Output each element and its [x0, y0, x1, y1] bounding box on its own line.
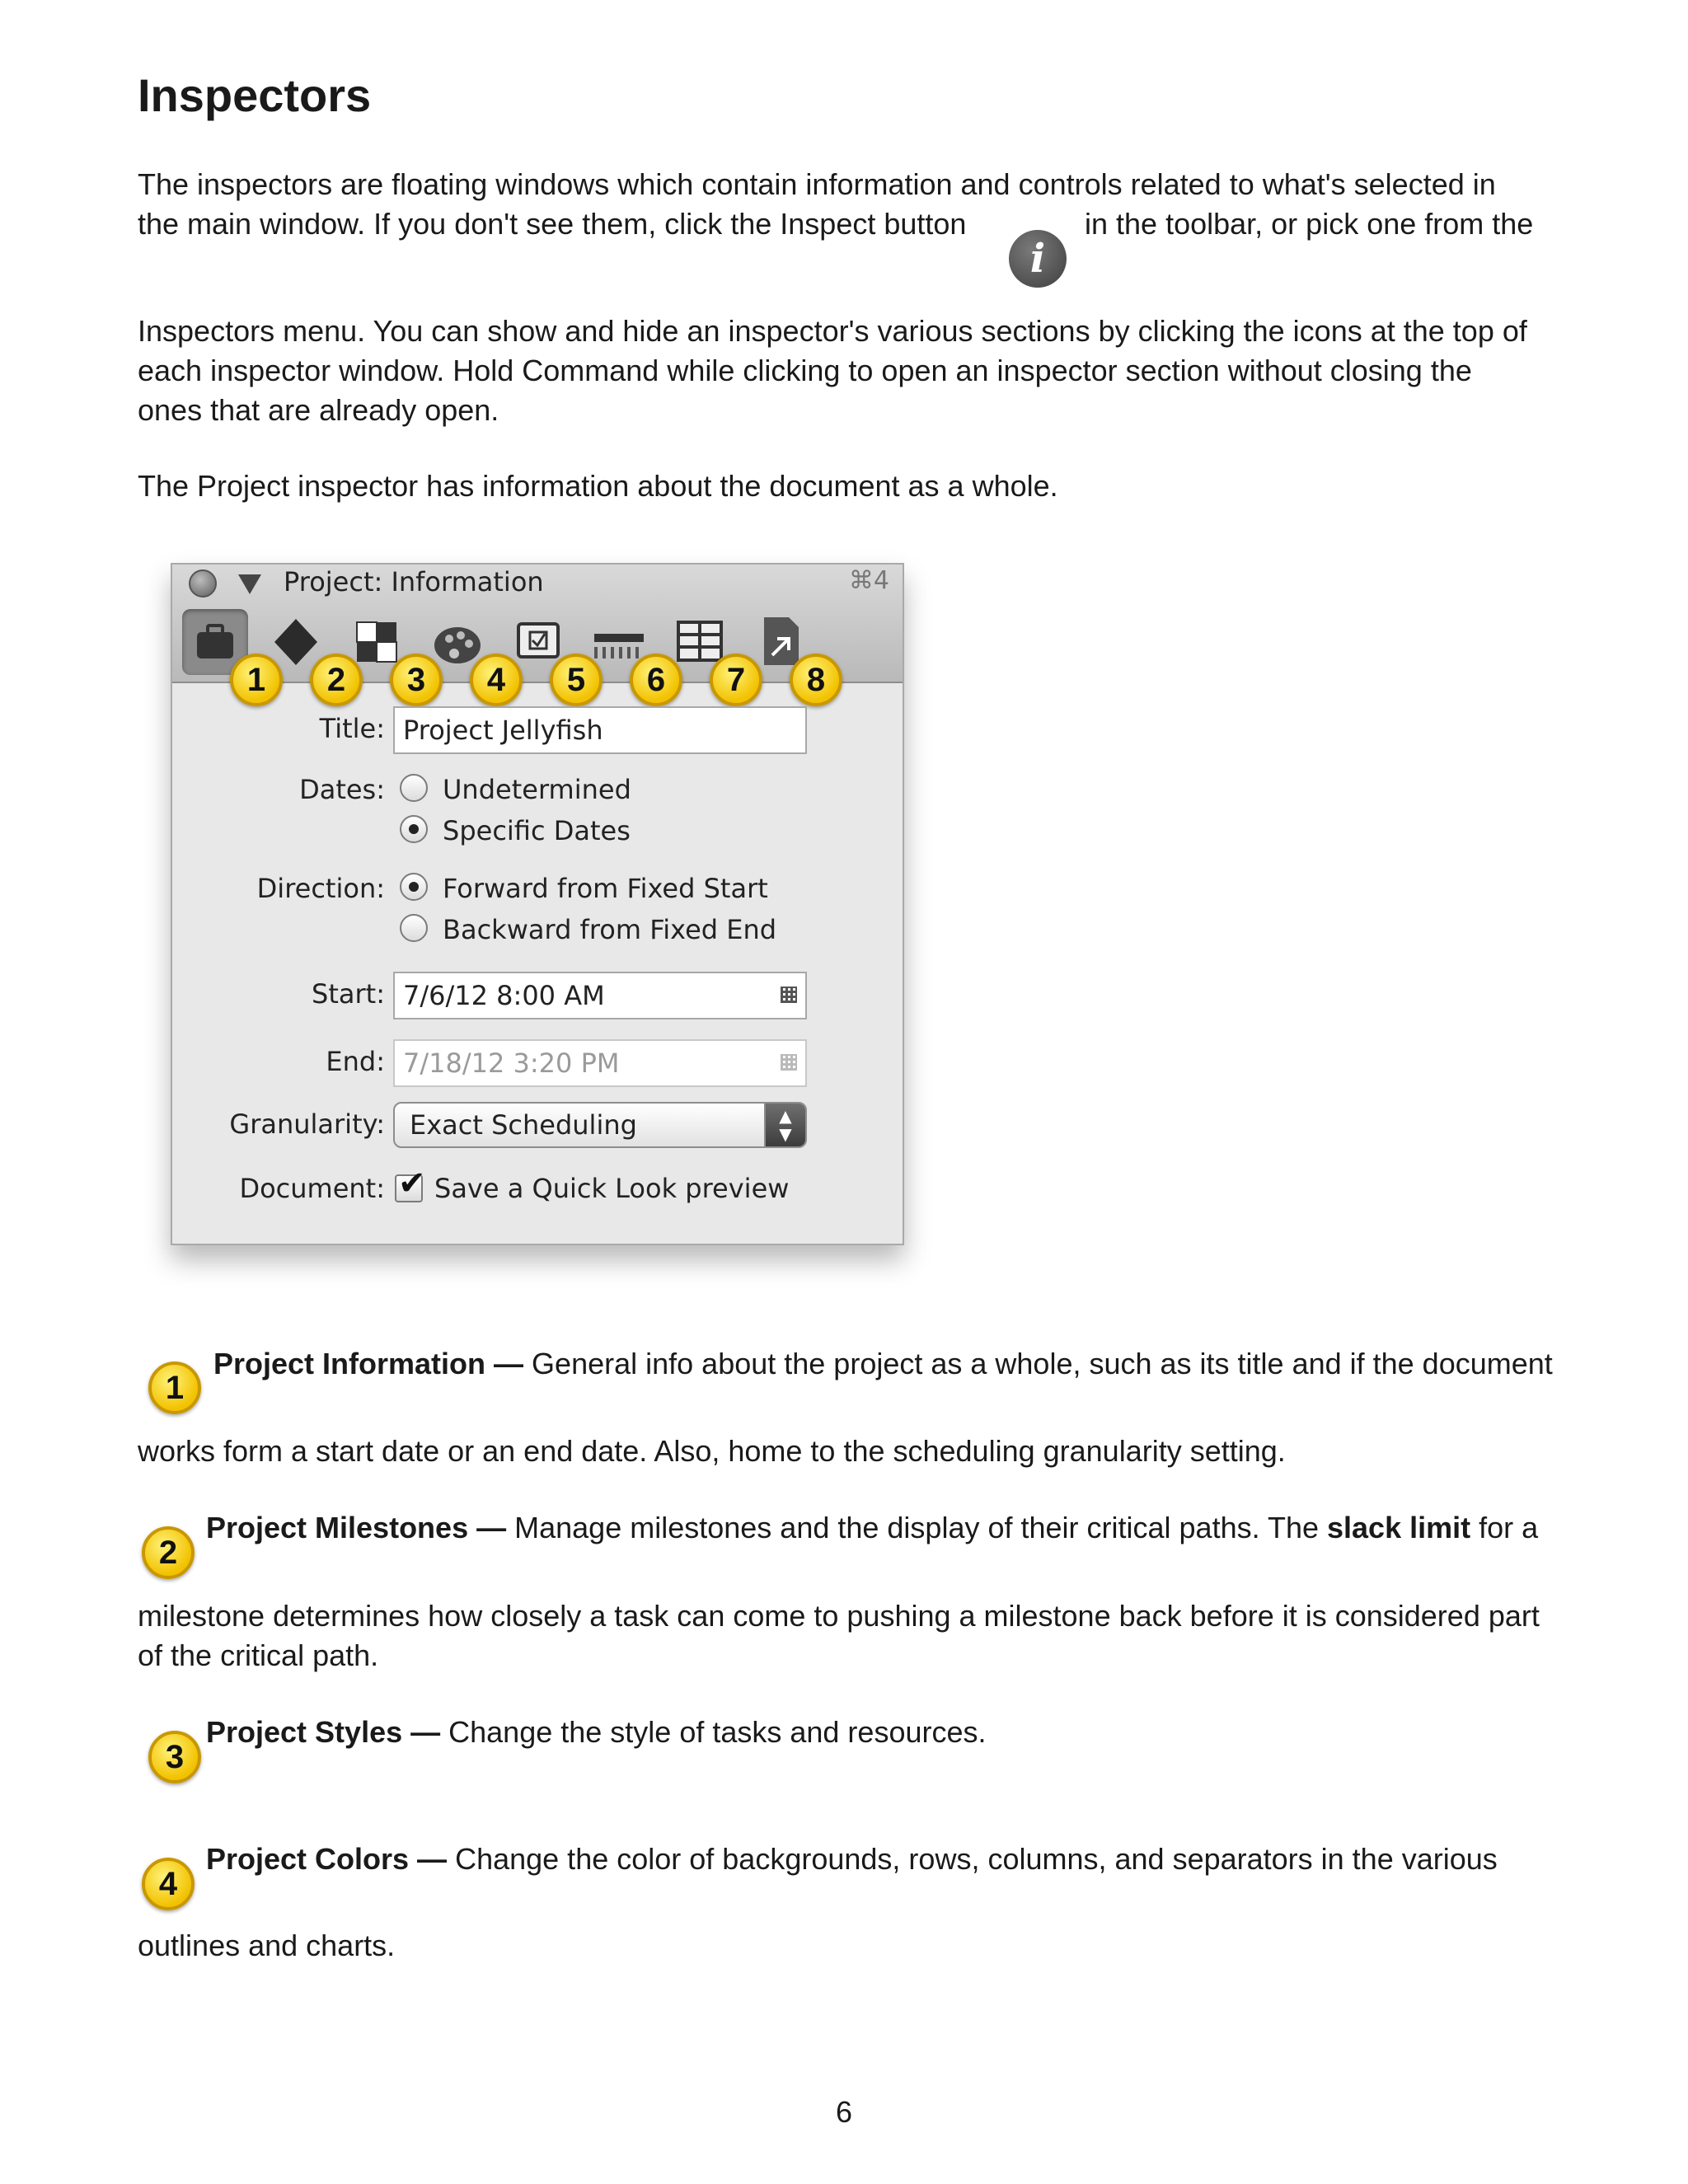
item-badge-2: 2 [142, 1526, 195, 1579]
end-date-input [393, 1039, 807, 1087]
callout-badge-7: 7 [710, 654, 762, 706]
item-1-cont: works form a start date or an end date. Also, home to the scheduling granularity setting. [138, 1434, 1286, 1468]
intro-line-1: The inspectors are floating windows which contain information and controls related to what's selected in [138, 167, 1496, 201]
dates-specific-radio[interactable] [400, 815, 428, 843]
item-4-title: Project Colors — [206, 1842, 448, 1876]
callout-badge-3: 3 [390, 654, 443, 706]
intro-cont-1: Inspectors menu. You can show and hide an inspector's various sections by clicking the icons at the top of [138, 314, 1527, 348]
close-button[interactable] [189, 569, 217, 598]
intro-line-2a: the main window. If you don't see them, click the Inspect button [138, 207, 967, 241]
dates-specific-label: Specific Dates [443, 815, 631, 846]
dates-undetermined-radio[interactable] [400, 774, 428, 802]
direction-label: Direction: [256, 873, 385, 904]
item-3-line [206, 1713, 987, 1752]
inspector-shortcut: ⌘4 [848, 566, 889, 595]
callout-badge-8: 8 [790, 654, 842, 706]
calendar-icon [781, 1054, 797, 1071]
item-badge-1: 1 [148, 1361, 201, 1414]
quick-look-label: Save a Quick Look preview [434, 1173, 790, 1204]
item-1-line [213, 1344, 1553, 1384]
item-2-cont-1: milestone determines how closely a task can come to pushing a milestone back before it is considered part [138, 1599, 1540, 1633]
intro-cont-2: each inspector window. Hold Command while clicking to open an inspector section without closing the [138, 354, 1472, 387]
inspector-window [171, 563, 904, 1245]
callout-badge-1: 1 [230, 654, 283, 706]
item-2-desc-b: for a [1479, 1511, 1539, 1544]
item-3-desc: Change the style of tasks and resources. [448, 1715, 987, 1749]
granularity-select[interactable] [393, 1102, 807, 1148]
inspector-title: Project: Information [284, 566, 544, 598]
item-2-title: Project Milestones — [206, 1511, 507, 1544]
project-inspector-line: The Project inspector has information about the document as a whole. [138, 469, 1058, 503]
dates-undetermined-label: Undetermined [443, 774, 631, 805]
intro-line-2b: in the toolbar, or pick one from the [1085, 207, 1534, 241]
start-date-value: 7/6/12 8:00 AM [403, 980, 605, 1011]
item-4-desc: Change the color of backgrounds, rows, columns, and separators in the various [455, 1842, 1498, 1876]
page-number: 6 [835, 2095, 853, 2129]
inspect-info-icon: i [1009, 230, 1067, 288]
dates-label: Dates: [299, 774, 385, 805]
calendar-icon[interactable] [781, 987, 797, 1003]
item-2-line [206, 1508, 1538, 1548]
intro-cont-3: ones that are already open. [138, 393, 499, 427]
end-date-value: 7/18/12 3:20 PM [403, 1047, 620, 1079]
callout-badge-5: 5 [550, 654, 603, 706]
item-2-cont-2: of the critical path. [138, 1638, 379, 1672]
item-3-title: Project Styles — [206, 1715, 441, 1749]
callout-badge-4: 4 [470, 654, 523, 706]
item-1-title: Project Information — [213, 1347, 524, 1380]
item-4-line [206, 1840, 1498, 1879]
item-2-slack-limit: slack limit [1327, 1511, 1471, 1544]
item-badge-4: 4 [142, 1858, 195, 1910]
direction-backward-label: Backward from Fixed End [443, 914, 777, 945]
start-label: Start: [312, 978, 385, 1010]
item-badge-3: 3 [148, 1731, 201, 1783]
direction-forward-radio[interactable] [400, 873, 428, 901]
quick-look-checkbox[interactable] [395, 1174, 423, 1202]
collapse-triangle-icon[interactable] [238, 574, 261, 594]
item-4-cont: outlines and charts. [138, 1929, 396, 1962]
callout-badge-6: 6 [630, 654, 682, 706]
item-1-desc: General info about the project as a whole, such as its title and if the document [532, 1347, 1553, 1380]
granularity-label: Granularity: [229, 1108, 385, 1140]
callout-badge-2: 2 [310, 654, 363, 706]
title-input[interactable]: Project Jellyfish [393, 706, 807, 754]
granularity-value: Exact Scheduling [410, 1109, 637, 1141]
select-arrows-icon: ▲ ▼ [764, 1104, 805, 1146]
page-title: Inspectors [138, 69, 372, 121]
title-label: Title: [319, 713, 385, 744]
document-label: Document: [239, 1173, 385, 1204]
direction-forward-label: Forward from Fixed Start [443, 873, 768, 904]
item-2-desc-a: Manage milestones and the display of their critical paths. The [514, 1511, 1319, 1544]
start-date-input[interactable] [393, 972, 807, 1019]
end-label: End: [326, 1046, 385, 1077]
direction-backward-radio[interactable] [400, 914, 428, 942]
